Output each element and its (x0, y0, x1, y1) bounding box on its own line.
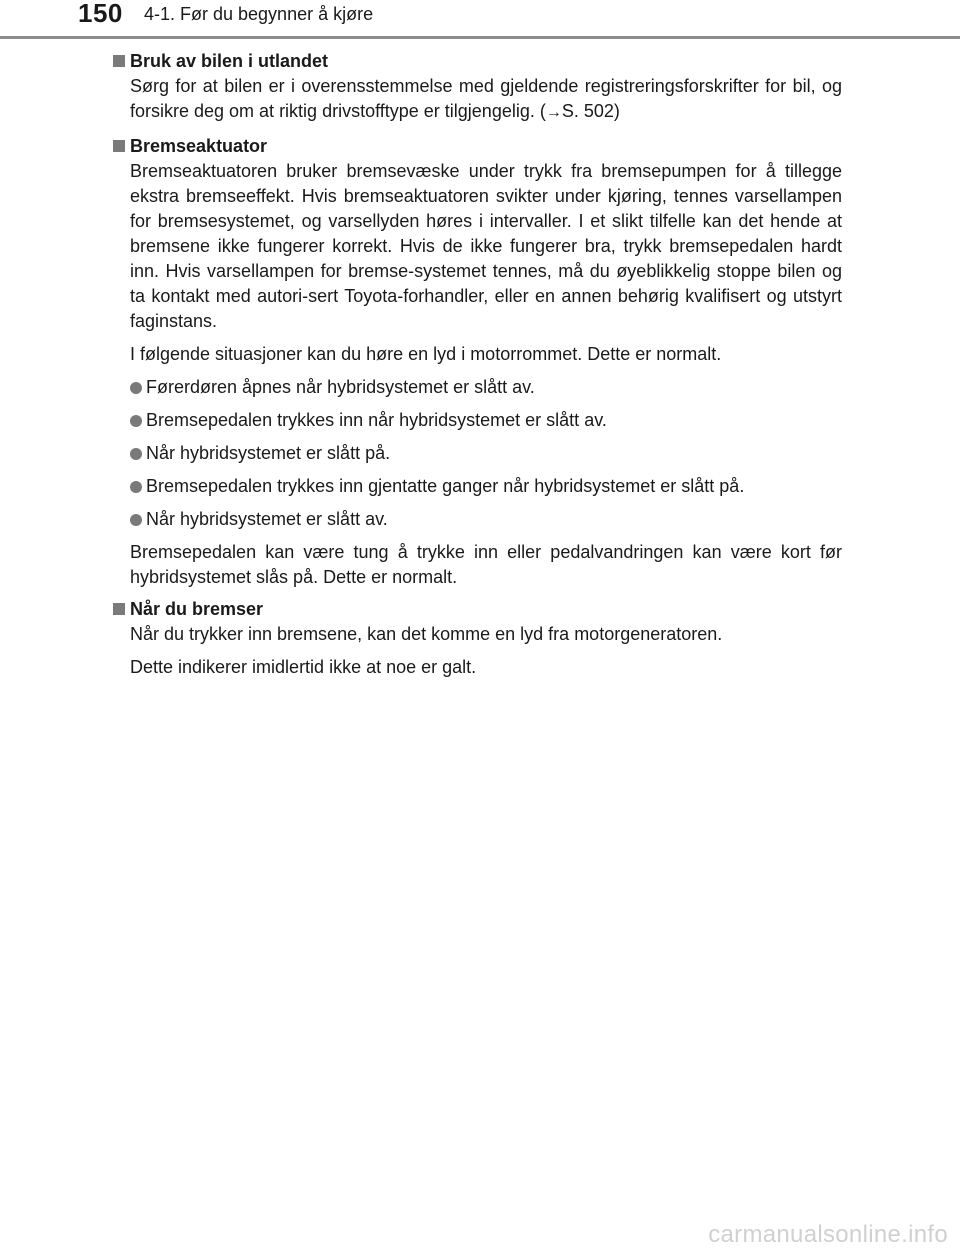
circle-bullet-icon (130, 514, 142, 526)
page-reference-link[interactable]: S. 502) (561, 101, 620, 121)
list-item (130, 375, 842, 400)
header-divider (0, 36, 960, 39)
list-item-text: Bremsepedalen trykkes inn når hybridsystemet er slått av. (146, 410, 607, 430)
paragraph: Bremseaktuatoren bruker bremsevæske under trykk fra bremsepumpen for å tillegge ekstra bremseeffekt. Hvis bremseaktuatoren svikter under kjøring, tennes varsellampen for bremsesystemet, og varsellyden høres i intervaller. I et slikt tilfelle kan det hende at bremsene ikke fungerer korrekt. Hvis de ikke fungerer bra, trykk bremsepedalen hardt inn. Hvis varsellampen for bremse-systemet tennes, må du øyeblikkelig stoppe bilen og ta kontakt med autori-sert Toyota-forhandler, eller en annen behørig kvalifisert og utstyrt faginstans. (130, 161, 842, 331)
section-heading (112, 48, 842, 74)
list-item (130, 441, 842, 466)
square-bullet-icon (113, 140, 125, 152)
paragraph: I følgende situasjoner kan du høre en lyd i motorrommet. Dette er normalt. (130, 344, 722, 364)
list-item-text: Førerdøren åpnes når hybridsystemet er slått av. (146, 377, 535, 397)
chapter-title: 4-1. Før du begynner å kjøre (144, 4, 374, 24)
circle-bullet-icon (130, 415, 142, 427)
paragraph: Dette indikerer imidlertid ikke at noe er galt. (130, 657, 477, 677)
square-bullet-icon (113, 603, 125, 615)
paragraph: Når du trykker inn bremsene, kan det komme en lyd fra motorgeneratoren. (130, 624, 723, 644)
paragraph: Bremsepedalen kan være tung å trykke inn eller pedalvandringen kan være kort før hybridsystemet slås på. Dette er normalt. (130, 542, 842, 587)
list-item (130, 408, 842, 433)
page-header (0, 0, 960, 40)
section-when-braking (112, 596, 842, 680)
heading-text: Bruk av bilen i utlandet (130, 51, 329, 71)
arrow-right-icon: → (545, 104, 562, 121)
watermark: carmanualsonline.info (708, 1221, 948, 1248)
page-content (112, 48, 842, 688)
page-number: 150 (78, 0, 123, 28)
heading-text: Når du bremser (130, 599, 264, 619)
circle-bullet-icon (130, 481, 142, 493)
section-heading (112, 133, 842, 159)
list-item-text: Bremsepedalen trykkes inn gjentatte ganger når hybridsystemet er slått på. (146, 476, 745, 496)
section-heading (112, 596, 842, 622)
list-item (130, 474, 842, 499)
square-bullet-icon (113, 55, 125, 67)
heading-text: Bremseaktuator (130, 136, 268, 156)
section-brake-actuator (112, 133, 842, 590)
section-use-abroad (112, 48, 842, 125)
list-item (130, 507, 842, 532)
paragraph (130, 74, 842, 125)
paragraph-text: Sørg for at bilen er i overensstemmelse med gjeldende registreringsforskrifter for bil, og forsikre deg om at riktig drivstofftype er tilgjengelig. ( (130, 76, 842, 121)
list-item-text: Når hybridsystemet er slått på. (146, 443, 391, 463)
list-item-text: Når hybridsystemet er slått av. (146, 509, 388, 529)
circle-bullet-icon (130, 382, 142, 394)
circle-bullet-icon (130, 448, 142, 460)
